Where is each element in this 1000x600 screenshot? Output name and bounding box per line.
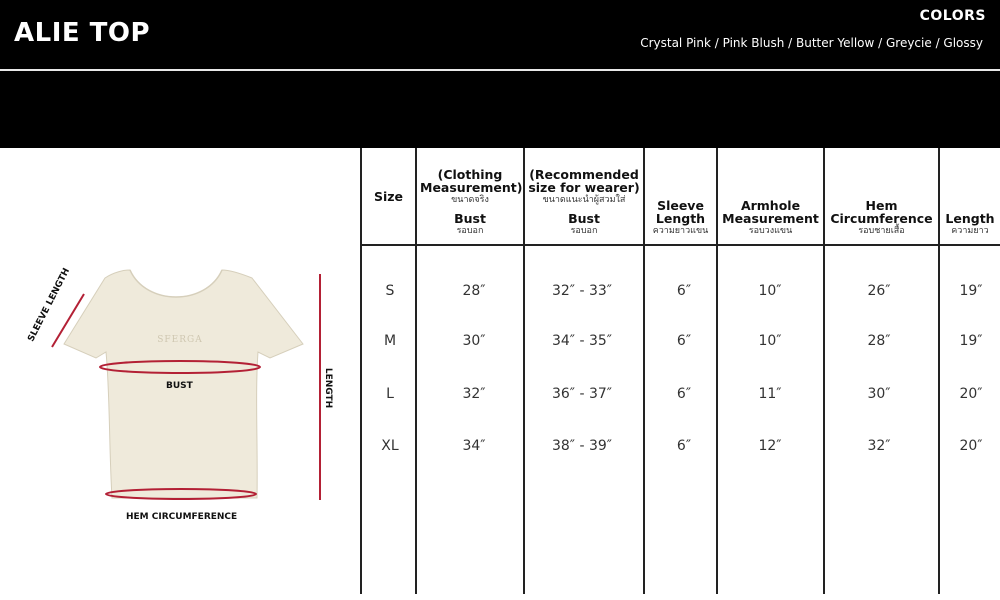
sleeve-length-label: SLEEVE LENGTH (26, 266, 73, 344)
table-cell: 20″ (959, 386, 983, 402)
table-cell: 28″ (867, 333, 891, 349)
size-cell: XL (381, 438, 399, 454)
table-cell: 11″ (758, 386, 782, 402)
top-illustration (0, 148, 360, 600)
hem-circumference-label: HEM CIRCUMFERENCE (126, 512, 238, 522)
product-title: ALIE TOP (14, 18, 151, 48)
col-header-armhole: Armhole Measurement รอบวงแขน (722, 198, 819, 236)
size-cell: M (383, 333, 397, 349)
table-cell: 28″ (462, 283, 486, 299)
table-cell: 6″ (676, 386, 692, 402)
table-cell: 19″ (959, 283, 983, 299)
col-header-length: Length ความยาว (945, 211, 995, 236)
table-cell: 32″ (867, 438, 891, 454)
table-cell: 10″ (758, 333, 782, 349)
col-header-sleeve-length: Sleeve Length ความยาวแขน (652, 198, 709, 236)
table-cell: 6″ (676, 438, 692, 454)
table-cell: 32″ (462, 386, 486, 402)
bust-label: BUST (166, 381, 193, 391)
size-cell: L (386, 386, 394, 402)
col-header-size: Size (373, 188, 404, 204)
col-header-recommended-bust: (Recommended size for wearer) ขนาดแนะนำผู้สวมใส่ Bust รอบอก (528, 167, 640, 236)
table-cell: 26″ (867, 283, 891, 299)
length-label: LENGTH (323, 367, 333, 409)
col-header-clothing-bust: (Clothing Measurement) ขนาดจริง Bust รอบอก (420, 167, 523, 236)
table-cell: 38″ - 39″ (551, 438, 613, 454)
header-row-divider (361, 244, 1000, 246)
table-cell: 6″ (676, 283, 692, 299)
table-cell: 6″ (676, 333, 692, 349)
table-cell: 36″ - 37″ (551, 386, 613, 402)
table-cell: 20″ (959, 438, 983, 454)
table-cell: 34″ (462, 438, 486, 454)
table-cell: 32″ - 33″ (551, 283, 613, 299)
header-bar (0, 0, 1000, 148)
table-cell: 10″ (758, 283, 782, 299)
size-cell: S (385, 283, 395, 299)
garment-diagram (0, 148, 360, 600)
shirt-logo: SFERGA (157, 335, 203, 345)
table-cell: 12″ (758, 438, 782, 454)
table-cell: 30″ (462, 333, 486, 349)
header-divider (0, 69, 1000, 71)
table-cell: 19″ (959, 333, 983, 349)
col-header-hem: Hem Circumference รอบชายเสื้อ (830, 198, 933, 236)
table-cell: 30″ (867, 386, 891, 402)
colors-list: Crystal Pink / Pink Blush / Butter Yellow / Greycie / Glossy (640, 36, 983, 50)
colors-heading: COLORS (919, 8, 986, 24)
table-cell: 34″ - 35″ (551, 333, 613, 349)
